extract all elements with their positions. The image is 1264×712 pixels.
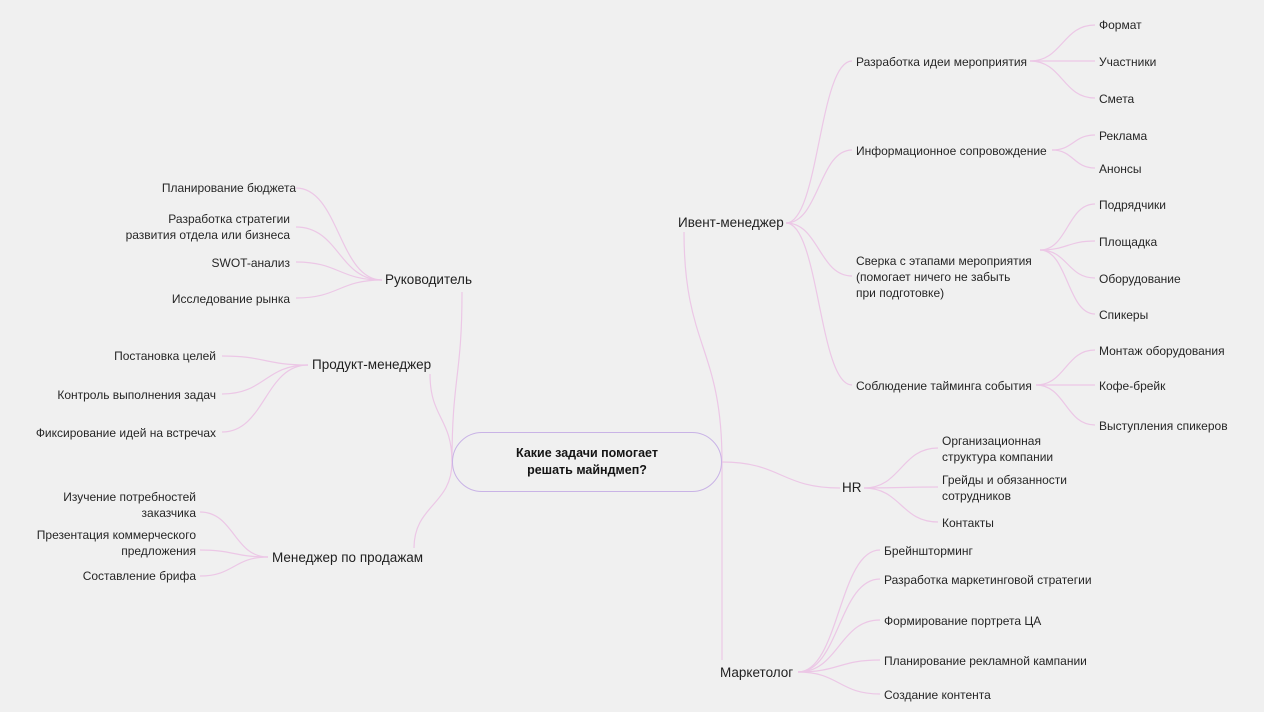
link-event-info-0 bbox=[1052, 135, 1095, 150]
link-root-hr bbox=[722, 462, 840, 488]
event-idea-participants[interactable]: Участники bbox=[1099, 55, 1157, 69]
event-info-announcements[interactable]: Анонсы bbox=[1099, 162, 1142, 176]
marketer-item-strategy[interactable] bbox=[884, 572, 1092, 588]
event-info-ads[interactable]: Реклама bbox=[1099, 129, 1148, 143]
event-item-checklist[interactable] bbox=[856, 253, 1032, 301]
director-item-budget[interactable] bbox=[162, 180, 296, 196]
link-event-check-0 bbox=[1040, 204, 1095, 250]
link-event-item-0 bbox=[786, 61, 852, 223]
link-hr-item-2 bbox=[864, 488, 938, 522]
hr-item-contacts[interactable] bbox=[942, 515, 994, 531]
event-timing-coffee-break[interactable]: Кофе-брейк bbox=[1099, 379, 1166, 393]
central-topic-line-2: решать майндмеп? bbox=[527, 463, 647, 477]
director-item-swot-text: SWOT-анализ bbox=[211, 256, 290, 270]
director-item-budget-text: Планирование бюджета bbox=[161, 181, 296, 195]
hr-item-structure-line-2: структура компании bbox=[942, 450, 1054, 464]
hr-item-contacts-text: Контакты bbox=[942, 516, 994, 530]
branch-product-manager[interactable]: Продукт-менеджер bbox=[312, 357, 432, 372]
marketer-item-campaign-text: Планирование рекламной кампании bbox=[884, 654, 1087, 668]
link-event-item-2 bbox=[786, 223, 852, 276]
branch-director[interactable]: Руководитель bbox=[385, 272, 472, 287]
product-item-control-text: Контроль выполнения задач bbox=[57, 388, 216, 402]
hr-item-grades-line-2: сотрудников bbox=[942, 489, 1011, 503]
marketer-item-campaign[interactable] bbox=[884, 653, 1087, 669]
marketer-item-brainstorm[interactable] bbox=[884, 543, 973, 559]
event-item-timing[interactable] bbox=[856, 378, 1032, 394]
marketer-item-brainstorm-text: Брейншторминг bbox=[884, 544, 973, 558]
event-timing-talks[interactable]: Выступления спикеров bbox=[1099, 419, 1228, 433]
link-event-timing-0 bbox=[1036, 350, 1095, 385]
event-item-idea-text: Разработка идеи мероприятия bbox=[856, 55, 1028, 69]
director-item-strategy[interactable] bbox=[126, 211, 290, 243]
marketer-item-audience-text: Формирование портрета ЦА bbox=[884, 614, 1042, 628]
link-marketer-item-4 bbox=[798, 672, 880, 694]
sales-item-presentation-line-2: предложения bbox=[121, 544, 196, 558]
marketer-item-content[interactable] bbox=[884, 687, 991, 703]
branch-sales-manager[interactable]: Менеджер по продажам bbox=[272, 550, 424, 565]
event-check-equipment[interactable]: Оборудование bbox=[1099, 272, 1181, 286]
event-item-checklist-line-2: (помогает ничего не забыть bbox=[856, 270, 1011, 284]
link-root-sales bbox=[414, 462, 452, 548]
sales-item-presentation-line-1: Презентация коммерческого bbox=[36, 528, 196, 542]
event-item-info[interactable] bbox=[856, 143, 1047, 159]
event-item-checklist-line-1: Сверка с этапами мероприятия bbox=[856, 254, 1032, 268]
event-check-venue[interactable]: Площадка bbox=[1099, 235, 1158, 249]
marketer-item-audience[interactable] bbox=[884, 613, 1041, 629]
branch-hr[interactable]: HR bbox=[842, 480, 862, 495]
link-event-timing-2 bbox=[1036, 385, 1095, 425]
link-product-item-2 bbox=[222, 365, 308, 432]
sales-item-brief-text: Составление брифа bbox=[82, 569, 196, 583]
link-event-item-1 bbox=[786, 150, 852, 223]
link-event-info-1 bbox=[1052, 150, 1095, 168]
director-item-market-text: Исследование рынка bbox=[171, 292, 290, 306]
central-topic[interactable] bbox=[452, 432, 722, 492]
sales-item-needs-line-1: Изучение потребностей bbox=[63, 490, 196, 504]
event-idea-budget[interactable]: Смета bbox=[1099, 92, 1135, 106]
product-item-ideas[interactable] bbox=[36, 425, 216, 441]
sales-item-needs[interactable] bbox=[63, 489, 196, 521]
link-director-item-3 bbox=[296, 280, 382, 298]
link-product-item-0 bbox=[222, 356, 308, 365]
hr-item-structure-line-1: Организационная bbox=[942, 434, 1041, 448]
event-idea-format[interactable]: Формат bbox=[1099, 18, 1142, 32]
director-item-swot[interactable] bbox=[211, 255, 290, 271]
link-root-event bbox=[684, 232, 722, 462]
sales-item-presentation[interactable] bbox=[37, 527, 196, 559]
link-event-idea-2 bbox=[1030, 61, 1095, 98]
link-marketer-item-0 bbox=[798, 550, 880, 672]
director-item-strategy-line-2: развития отдела или бизнеса bbox=[125, 228, 290, 242]
event-item-timing-text: Соблюдение тайминга события bbox=[856, 379, 1032, 393]
marketer-item-strategy-text: Разработка маркетинговой стратегии bbox=[884, 573, 1092, 587]
branch-event-manager[interactable]: Ивент-менеджер bbox=[678, 215, 784, 230]
sales-item-needs-line-2: заказчика bbox=[141, 506, 196, 520]
sales-item-brief[interactable] bbox=[83, 568, 196, 584]
marketer-item-content-text: Создание контента bbox=[884, 688, 991, 702]
event-check-contractors[interactable]: Подрядчики bbox=[1099, 198, 1166, 212]
event-item-idea[interactable] bbox=[856, 54, 1027, 70]
link-director-item-0 bbox=[296, 188, 382, 280]
link-event-check-3 bbox=[1040, 250, 1095, 314]
hr-item-structure[interactable] bbox=[942, 433, 1053, 465]
product-item-control[interactable] bbox=[57, 387, 216, 403]
product-item-goals[interactable] bbox=[114, 348, 216, 364]
link-event-idea-0 bbox=[1030, 25, 1095, 61]
link-marketer-item-1 bbox=[798, 579, 880, 672]
event-check-speakers[interactable]: Спикеры bbox=[1099, 308, 1149, 322]
link-sales-item-2 bbox=[200, 557, 268, 576]
director-item-market[interactable] bbox=[172, 291, 290, 307]
event-item-checklist-line-3: при подготовке) bbox=[856, 286, 945, 300]
product-item-goals-text: Постановка целей bbox=[114, 349, 216, 363]
link-marketer-item-2 bbox=[798, 620, 880, 672]
central-topic-line-1: Какие задачи помогает bbox=[516, 446, 658, 460]
link-product-item-1 bbox=[222, 365, 308, 394]
link-root-director bbox=[452, 292, 462, 462]
link-root-product bbox=[430, 374, 452, 462]
branch-marketer[interactable]: Маркетолог bbox=[720, 665, 794, 680]
hr-item-grades-line-1: Грейды и обязанности bbox=[942, 473, 1067, 487]
director-item-strategy-line-1: Разработка стратегии bbox=[168, 212, 290, 226]
event-timing-setup[interactable]: Монтаж оборудования bbox=[1099, 344, 1225, 358]
link-hr-item-0 bbox=[864, 448, 938, 488]
event-item-info-text: Информационное сопровождение bbox=[856, 144, 1047, 158]
hr-item-grades[interactable] bbox=[942, 472, 1067, 504]
link-event-check-2 bbox=[1040, 250, 1095, 278]
product-item-ideas-text: Фиксирование идей на встречах bbox=[35, 426, 216, 440]
link-event-item-3 bbox=[786, 223, 852, 385]
